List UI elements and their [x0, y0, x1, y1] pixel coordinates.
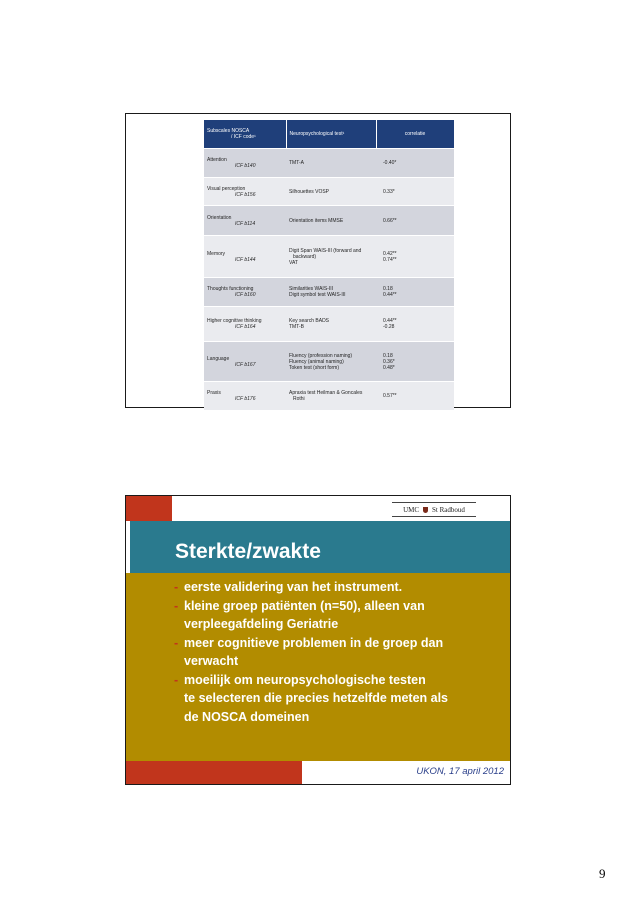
page-number: 9 — [599, 866, 606, 881]
test-name: Apraxia test Heilman & Goncales — [289, 389, 363, 396]
subscale-name: Praxis — [207, 389, 221, 396]
header-correlation: correlatie — [376, 120, 454, 149]
icf-code: ICF b176 — [235, 395, 256, 402]
test-cell — [286, 206, 376, 236]
footer-date: UKON, 17 april 2012 — [416, 766, 504, 777]
icf-code: ICF b160 — [235, 292, 256, 298]
bullet-item — [174, 671, 504, 727]
subscale-cell — [204, 342, 286, 382]
bullet-line: eerste validering van het instrument. — [184, 580, 403, 594]
test-cell — [286, 178, 376, 206]
subscale-name: Orientation — [207, 214, 232, 221]
subscale-name: Language — [207, 355, 230, 362]
table-row — [204, 149, 454, 178]
bullet-line: te selecteren die precies hetzelfde meten als — [184, 691, 449, 705]
test-name: Digit symbol test WAIS-III — [289, 292, 346, 298]
header-test: Neuropsychological test¹ — [286, 120, 376, 149]
subscale-cell — [204, 278, 286, 307]
subscale-cell — [204, 206, 286, 236]
bullet-dash-icon: - — [174, 672, 179, 687]
bullet-line: de NOSCA domeinen — [184, 709, 310, 724]
correlation-cell — [376, 278, 454, 307]
correlation-value: 0.18 — [383, 286, 393, 292]
test-name: Orientation items MMSE — [289, 217, 344, 224]
correlation-table — [204, 120, 455, 410]
footer-red-block — [126, 761, 302, 784]
bullet-list — [174, 578, 504, 726]
test-name: VAT — [289, 259, 298, 266]
table-header-row — [204, 120, 454, 149]
correlation-cell — [376, 149, 454, 178]
table-row — [204, 236, 454, 278]
test-cell — [286, 382, 376, 410]
table-row — [204, 278, 454, 307]
bullet-dash-icon: - — [174, 598, 179, 613]
bullet-item — [174, 578, 504, 597]
bullet-dash-icon: - — [174, 580, 179, 594]
correlation-value: 0.18 — [383, 352, 393, 359]
shield-icon — [423, 507, 428, 513]
title-bar-stripe — [126, 521, 172, 573]
correlation-cell — [376, 178, 454, 206]
slide-1 — [125, 113, 511, 408]
bullet-line: meer cognitieve problemen in de groep dan — [184, 635, 444, 650]
test-cell — [286, 278, 376, 307]
subscale-name: Attention — [207, 157, 227, 163]
bullet-line: moeilijk om neuropsychologische testen — [184, 672, 426, 687]
correlation-cell — [376, 206, 454, 236]
subscale-cell — [204, 382, 286, 410]
header-subscales-line1: Subscales NOSCA — [207, 128, 250, 134]
bullet-line: kleine groep patiënten (n=50), alleen van — [184, 598, 425, 613]
subscale-cell — [204, 236, 286, 278]
correlation-value: 0.44** — [383, 292, 397, 298]
slide-2 — [125, 495, 511, 785]
correlation-cell — [376, 382, 454, 410]
header-red-block — [126, 496, 172, 521]
correlation-value: 0.44** — [383, 318, 397, 324]
table-row — [204, 307, 454, 342]
logo-right-text: St Radboud — [432, 505, 465, 514]
icf-code: ICF b114 — [235, 220, 256, 227]
correlation-value: 0.74** — [383, 256, 397, 263]
subscale-name: Higher cognitive thinking — [207, 318, 262, 324]
header-subscales-line2: / ICF code¹ — [231, 134, 256, 140]
test-name: Fluency (animal naming) — [289, 358, 344, 365]
correlation-value: -0.40* — [383, 160, 397, 166]
subscale-cell — [204, 307, 286, 342]
test-cell — [286, 149, 376, 178]
test-cell — [286, 342, 376, 382]
test-name: Digit Span WAIS-III (forward and — [289, 247, 362, 254]
test-name: Silhouettes VOSP — [289, 188, 330, 195]
header-subscales — [204, 120, 286, 149]
test-name: Fluency (profession naming) — [289, 352, 353, 359]
table-row — [204, 382, 454, 410]
logo-left-text: UMC — [403, 505, 420, 514]
correlation-cell — [376, 236, 454, 278]
correlation-value: 0.42** — [383, 250, 397, 257]
correlation-value: -0.28 — [383, 324, 395, 330]
bullet-item — [174, 597, 504, 634]
correlation-value: 0.48* — [383, 364, 395, 371]
table-row — [204, 206, 454, 236]
test-cell — [286, 236, 376, 278]
test-name: Key search BADS — [289, 318, 330, 324]
correlation-cell — [376, 307, 454, 342]
correlation-value: 0.33* — [383, 188, 395, 195]
correlation-value: 0.66** — [383, 217, 397, 224]
table-row — [204, 342, 454, 382]
bullet-line: verwacht — [184, 654, 239, 668]
subscale-name: Memory — [207, 250, 226, 257]
slide-header-bar — [126, 496, 510, 521]
subscale-name: Thoughts functioning — [207, 286, 254, 292]
umc-logo — [392, 502, 476, 517]
subscale-cell — [204, 178, 286, 206]
test-name: Token test (short form) — [289, 364, 340, 371]
correlation-value: 0.57** — [383, 392, 397, 399]
table-body — [204, 149, 454, 410]
title-bar — [126, 521, 510, 573]
test-name: TMT-A — [289, 160, 304, 166]
table-row — [204, 178, 454, 206]
slide-title: Sterkte/zwakte — [175, 540, 321, 563]
bullet-item — [174, 634, 504, 671]
test-name: backward) — [293, 253, 317, 260]
subscale-name: Visual perception — [207, 185, 246, 192]
bullet-line: verpleegafdeling Geriatrie — [184, 617, 339, 631]
test-name: Similarities WAIS-III — [289, 286, 333, 292]
icf-code: ICF b144 — [235, 256, 256, 263]
test-cell — [286, 307, 376, 342]
icf-code: ICF b156 — [235, 191, 256, 198]
test-name: TMT-B — [289, 324, 304, 330]
correlation-value: 0.36* — [383, 358, 395, 365]
slide-footer — [126, 761, 510, 784]
test-name: Rothi — [293, 395, 305, 402]
bullet-dash-icon: - — [174, 635, 179, 650]
icf-code: ICF b167 — [235, 361, 256, 368]
icf-code: ICF b140 — [235, 163, 256, 169]
subscale-cell — [204, 149, 286, 178]
icf-code: ICF b164 — [235, 324, 256, 330]
correlation-cell — [376, 342, 454, 382]
